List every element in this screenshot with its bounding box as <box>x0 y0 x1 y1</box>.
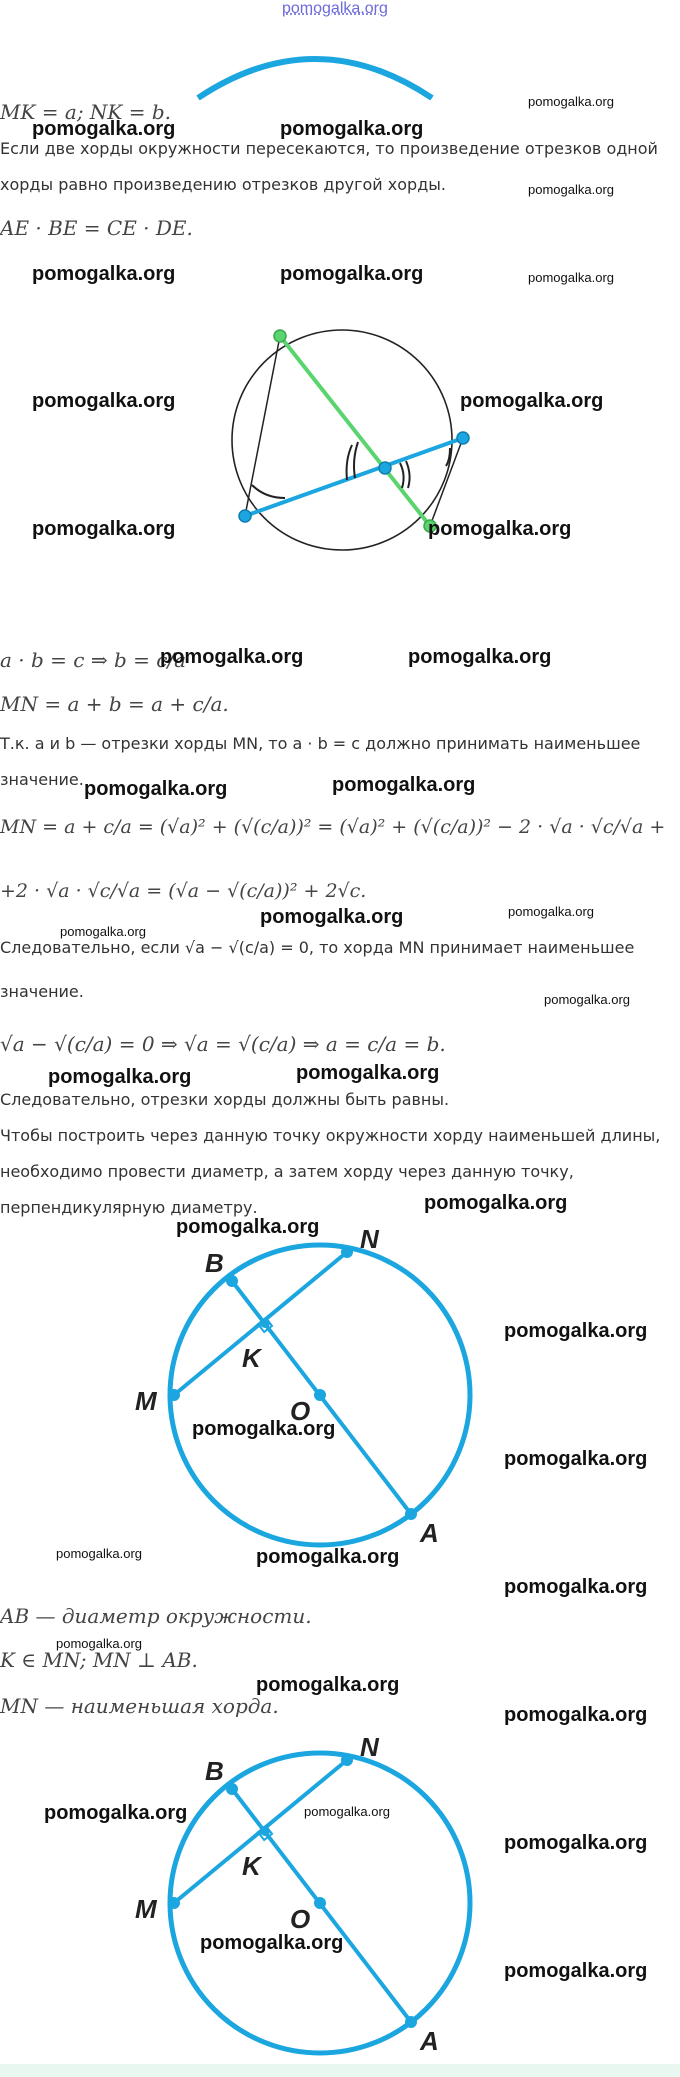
watermark: pomogalka.org <box>504 1320 648 1342</box>
watermark: pomogalka.org <box>260 906 404 928</box>
watermark: pomogalka.org <box>32 390 176 412</box>
label-o: O <box>290 1396 311 1426</box>
watermark: pomogalka.org <box>32 518 176 540</box>
shortest-chord-figure-1 <box>120 1220 490 1550</box>
shortest-chord-figure-2 <box>120 1728 490 2058</box>
watermark: pomogalka.org <box>332 774 476 796</box>
watermark: pomogalka.org <box>280 263 424 285</box>
label-n: N <box>360 1224 379 1254</box>
k-in-mn-line: K ∈ MN; MN ⊥ AB. <box>0 1648 198 1672</box>
watermark: pomogalka.org <box>280 118 424 140</box>
label-m: M <box>135 1386 157 1416</box>
note-line-1: Т.к. a и b — отрезки хорды MN, то a · b = c должно принимать наименьшее <box>0 734 641 753</box>
watermark: pomogalka.org <box>56 1546 142 1561</box>
watermark: pomogalka.org <box>544 992 630 1007</box>
mk-nk-line: MK = a; NK = b. <box>0 100 171 124</box>
construction-line-3: перпендикулярную диаметру. <box>0 1198 258 1217</box>
label-k: K <box>242 1851 261 1881</box>
watermark: pomogalka.org <box>32 118 176 140</box>
expansion-line-1: MN = a + c/a = (√a)² + (√(c/a))² = (√a)² + (√(c/a))² − 2 · √a · √c/√a + <box>0 816 666 838</box>
watermark: pomogalka.org <box>428 518 572 540</box>
product-equality: AE · BE = CE · DE. <box>0 216 193 240</box>
watermark: pomogalka.org <box>508 904 594 919</box>
construction-line-1: Чтобы построить через данную точку окружности хорду наименьшей длины, <box>0 1126 661 1145</box>
consequence-line-1: Следовательно, если √a − √(c/a) = 0, то хорда MN принимает наименьшее <box>0 938 635 957</box>
watermark: pomogalka.org <box>504 1832 648 1854</box>
watermark: pomogalka.org <box>256 1546 400 1568</box>
theorem-line-2: хорды равно произведению отрезков другой хорды. <box>0 175 446 194</box>
watermark: pomogalka.org <box>504 1960 648 1982</box>
watermark: pomogalka.org <box>424 1192 568 1214</box>
label-k: K <box>242 1343 261 1373</box>
watermark: pomogalka.org <box>528 94 614 109</box>
label-b: B <box>205 1756 224 1786</box>
watermark: pomogalka.org <box>256 1674 400 1696</box>
equation-b: a · b = c ⇒ b = c/a <box>0 648 187 672</box>
label-a: A <box>420 2026 439 2056</box>
watermark: pomogalka.org <box>304 1804 390 1819</box>
theorem-line-1: Если две хорды окружности пересекаются, то произведение отрезков одной <box>0 139 658 158</box>
watermark: pomogalka.org <box>160 646 304 668</box>
watermark: pomogalka.org <box>176 1216 320 1238</box>
label-o: O <box>290 1904 311 1934</box>
page-footer-strip <box>0 2064 680 2077</box>
watermark: pomogalka.org <box>528 182 614 197</box>
watermark: pomogalka.org <box>504 1704 648 1726</box>
mn-min-line: MN — наименьшая хорда. <box>0 1694 279 1718</box>
watermark: pomogalka.org <box>44 1802 188 1824</box>
watermark: pomogalka.org <box>60 924 146 939</box>
watermark: pomogalka.org <box>48 1066 192 1088</box>
watermark: pomogalka.org <box>296 1062 440 1084</box>
label-a: A <box>420 1518 439 1548</box>
watermark: pomogalka.org <box>528 270 614 285</box>
watermark: pomogalka.org <box>56 1636 142 1651</box>
top-arc-figure <box>190 40 440 100</box>
diameter-line: AB — диаметр окружности. <box>0 1604 312 1628</box>
watermark: pomogalka.org <box>200 1932 344 1954</box>
watermark: pomogalka.org <box>504 1576 648 1598</box>
note-line-2: значение. <box>0 770 84 789</box>
equal-segments-line: Следовательно, отрезки хорды должны быть равны. <box>0 1090 450 1109</box>
equation-mn: MN = a + b = a + c/a. <box>0 692 229 716</box>
construction-line-2: необходимо провести диаметр, а затем хорду через данную точку, <box>0 1162 574 1181</box>
header-watermark[interactable]: pomogalka.org <box>282 0 388 17</box>
label-m: M <box>135 1894 157 1924</box>
consequence-line-2: значение. <box>0 982 84 1001</box>
watermark: pomogalka.org <box>84 778 228 800</box>
watermark: pomogalka.org <box>32 263 176 285</box>
expansion-line-2: +2 · √a · √c/√a = (√a − √(c/a))² + 2√c. <box>0 880 367 902</box>
label-b: B <box>205 1248 224 1278</box>
label-n: N <box>360 1732 379 1762</box>
watermark: pomogalka.org <box>460 390 604 412</box>
watermark: pomogalka.org <box>504 1448 648 1470</box>
watermark: pomogalka.org <box>408 646 552 668</box>
watermark: pomogalka.org <box>192 1418 336 1440</box>
solve-line: √a − √(c/a) = 0 ⇒ √a = √(c/a) ⇒ a = c/a = b. <box>0 1032 446 1056</box>
